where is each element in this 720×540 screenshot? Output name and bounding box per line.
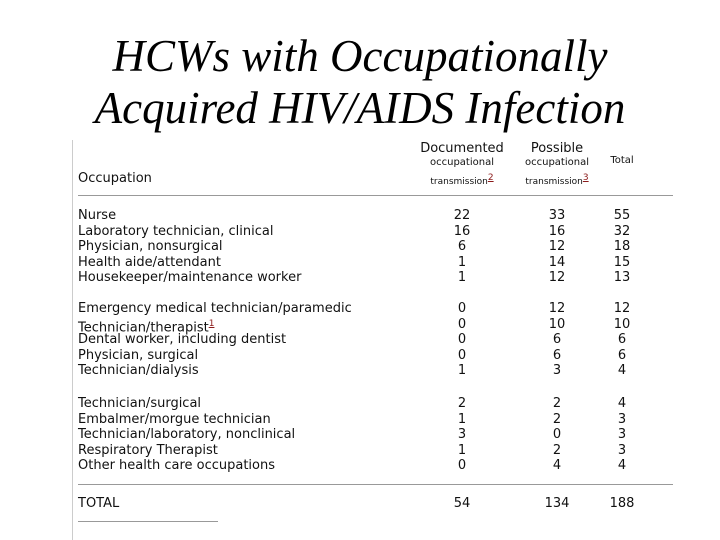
header-occupation: Occupation: [78, 171, 152, 186]
documented-count: 0: [457, 316, 467, 332]
row-occupation: [78, 443, 218, 458]
footnote-link-3[interactable]: 3: [582, 173, 589, 183]
row-occupation: [78, 396, 201, 411]
possible-count: 33: [548, 208, 566, 223]
occupation-label: Technician/laboratory, nonclinical: [78, 427, 296, 442]
possible-count: 12: [548, 270, 566, 285]
possible-count: 10: [548, 316, 566, 332]
occupation-label: Physician, surgical: [78, 347, 199, 363]
possible-count: 14: [548, 254, 566, 270]
possible-count: 16: [548, 223, 566, 239]
row-occupation: [78, 208, 116, 223]
documented-count: 1: [457, 270, 467, 285]
documented-count: 1: [457, 363, 467, 378]
total-possible: 134: [544, 496, 570, 511]
row-occupation: [78, 255, 221, 270]
occupation-label: Physician, nonsurgical: [78, 239, 223, 254]
total-count: 15: [613, 254, 631, 270]
header-possible-line1: Possible: [530, 141, 584, 156]
row-occupation: [78, 458, 275, 473]
possible-count: 2: [552, 442, 562, 458]
row-occupation: [78, 224, 273, 239]
header-total: Total: [610, 155, 634, 166]
documented-count: 1: [457, 254, 467, 270]
total-count: 6: [617, 332, 627, 347]
total-count: 4: [617, 363, 627, 378]
total-label: TOTAL: [78, 496, 120, 511]
total-count: 4: [617, 396, 627, 411]
occupation-label: Dental worker, including dentist: [78, 332, 287, 347]
header-documented-line3: transmission: [430, 177, 488, 187]
occupation-label: Technician/therapist: [78, 319, 209, 335]
occupation-label: Embalmer/morgue technician: [78, 411, 271, 427]
possible-count: 12: [548, 301, 566, 316]
documented-count: 2: [457, 396, 467, 411]
slide-title-line2: Acquired HIV/AIDS Infection: [94, 83, 626, 133]
footnote-link-2[interactable]: 2: [487, 173, 494, 183]
header-possible-line3: transmission: [525, 177, 583, 187]
documented-count: 1: [457, 442, 467, 458]
row-occupation: [78, 270, 301, 285]
slide-title-line1: HCWs with Occupationally: [112, 31, 608, 81]
header-documented-line1: Documented: [420, 141, 504, 156]
row-occupation: [78, 332, 286, 347]
row-occupation: [78, 239, 223, 254]
occupation-label: Other health care occupations: [78, 458, 276, 473]
total-count: 55: [613, 208, 631, 223]
total-count: 3: [617, 411, 627, 427]
total-count: 10: [613, 316, 631, 332]
occupation-label: Laboratory technician, clinical: [78, 223, 274, 239]
total-count: 32: [613, 223, 631, 239]
header-documented-line2: occupational: [430, 157, 494, 168]
header-divider: [78, 195, 673, 196]
documented-count: 0: [457, 458, 467, 473]
occupation-label: Respiratory Therapist: [78, 442, 218, 458]
row-occupation: [78, 363, 199, 378]
total-count: 13: [613, 270, 631, 285]
row-occupation: [78, 412, 271, 427]
possible-count: 0: [552, 427, 562, 442]
total-documented: 54: [453, 496, 471, 511]
documented-count: 0: [457, 347, 467, 363]
total-count: 6: [617, 347, 627, 363]
occupation-label: Nurse: [78, 208, 117, 223]
total-count: 3: [617, 427, 627, 442]
possible-count: 2: [552, 411, 562, 427]
footnote-link-1[interactable]: 1: [208, 318, 215, 329]
possible-count: 2: [552, 396, 562, 411]
row-occupation: [78, 301, 352, 316]
row-occupation: [78, 348, 198, 363]
header-possible: [507, 141, 607, 190]
total-count: 12: [613, 301, 631, 316]
documented-count: 16: [453, 223, 471, 239]
documented-count: 3: [457, 427, 467, 442]
occupation-label: Emergency medical technician/paramedic: [78, 301, 352, 316]
documented-count: 1: [457, 411, 467, 427]
footnote-divider: [78, 521, 218, 522]
documented-count: 0: [457, 332, 467, 347]
total-count: 3: [617, 442, 627, 458]
total-count: 18: [613, 239, 631, 254]
possible-count: 3: [552, 363, 562, 378]
possible-count: 12: [548, 239, 566, 254]
total-count: 4: [617, 458, 627, 473]
table-left-border: [72, 140, 73, 540]
header-possible-line2: occupational: [525, 157, 589, 168]
possible-count: 6: [552, 347, 562, 363]
total-total: 188: [609, 496, 635, 511]
documented-count: 0: [457, 301, 467, 316]
occupation-label: Technician/surgical: [78, 396, 202, 411]
occupation-label: Technician/dialysis: [78, 363, 199, 378]
total-divider: [78, 484, 673, 485]
possible-count: 4: [552, 458, 562, 473]
occupation-label: Health aide/attendant: [78, 254, 221, 270]
documented-count: 22: [453, 208, 471, 223]
header-documented: [412, 141, 512, 190]
documented-count: 6: [457, 239, 467, 254]
row-occupation: [78, 427, 295, 442]
occupation-label: Housekeeper/maintenance worker: [78, 270, 302, 285]
possible-count: 6: [552, 332, 562, 347]
